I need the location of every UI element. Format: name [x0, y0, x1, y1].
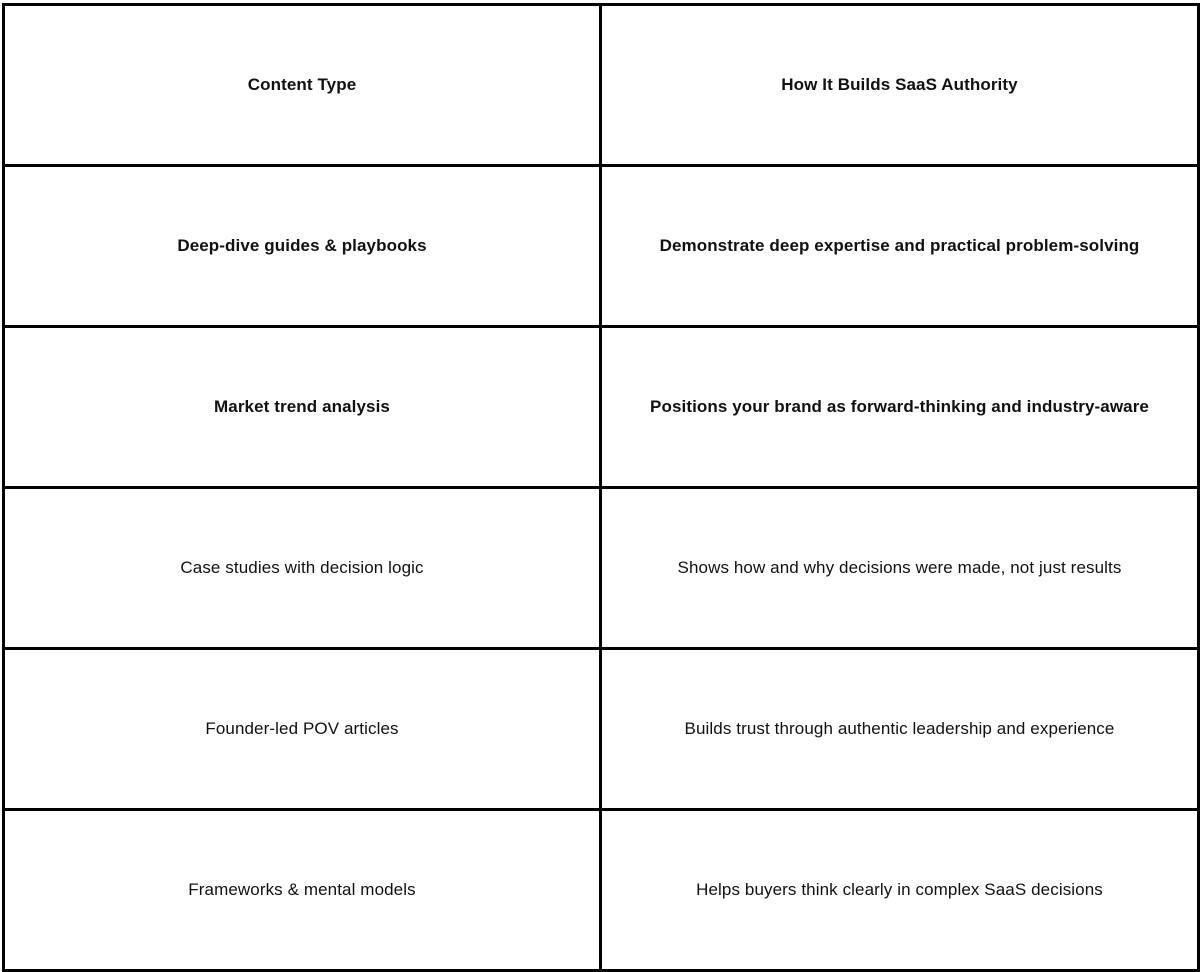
table-row	[4, 649, 1199, 810]
cell-authority: Shows how and why decisions were made, not just results	[601, 488, 1199, 649]
cell-authority: Demonstrate deep expertise and practical problem-solving	[601, 166, 1199, 327]
table-container	[2, 3, 1197, 972]
table-header-row	[4, 5, 1199, 166]
cell-authority: Builds trust through authentic leadership and experience	[601, 649, 1199, 810]
table-body	[4, 166, 1199, 971]
cell-content-type: Founder-led POV articles	[4, 649, 601, 810]
table-row	[4, 166, 1199, 327]
table-row	[4, 810, 1199, 971]
content-authority-table	[2, 3, 1200, 972]
column-header-authority: How It Builds SaaS Authority	[601, 5, 1199, 166]
table-row	[4, 488, 1199, 649]
cell-content-type: Frameworks & mental models	[4, 810, 601, 971]
cell-authority: Positions your brand as forward-thinking and industry-aware	[601, 327, 1199, 488]
cell-content-type: Deep-dive guides & playbooks	[4, 166, 601, 327]
table-header	[4, 5, 1199, 166]
table-row	[4, 327, 1199, 488]
cell-content-type: Market trend analysis	[4, 327, 601, 488]
cell-authority: Helps buyers think clearly in complex SaaS decisions	[601, 810, 1199, 971]
cell-content-type: Case studies with decision logic	[4, 488, 601, 649]
column-header-content-type: Content Type	[4, 5, 601, 166]
